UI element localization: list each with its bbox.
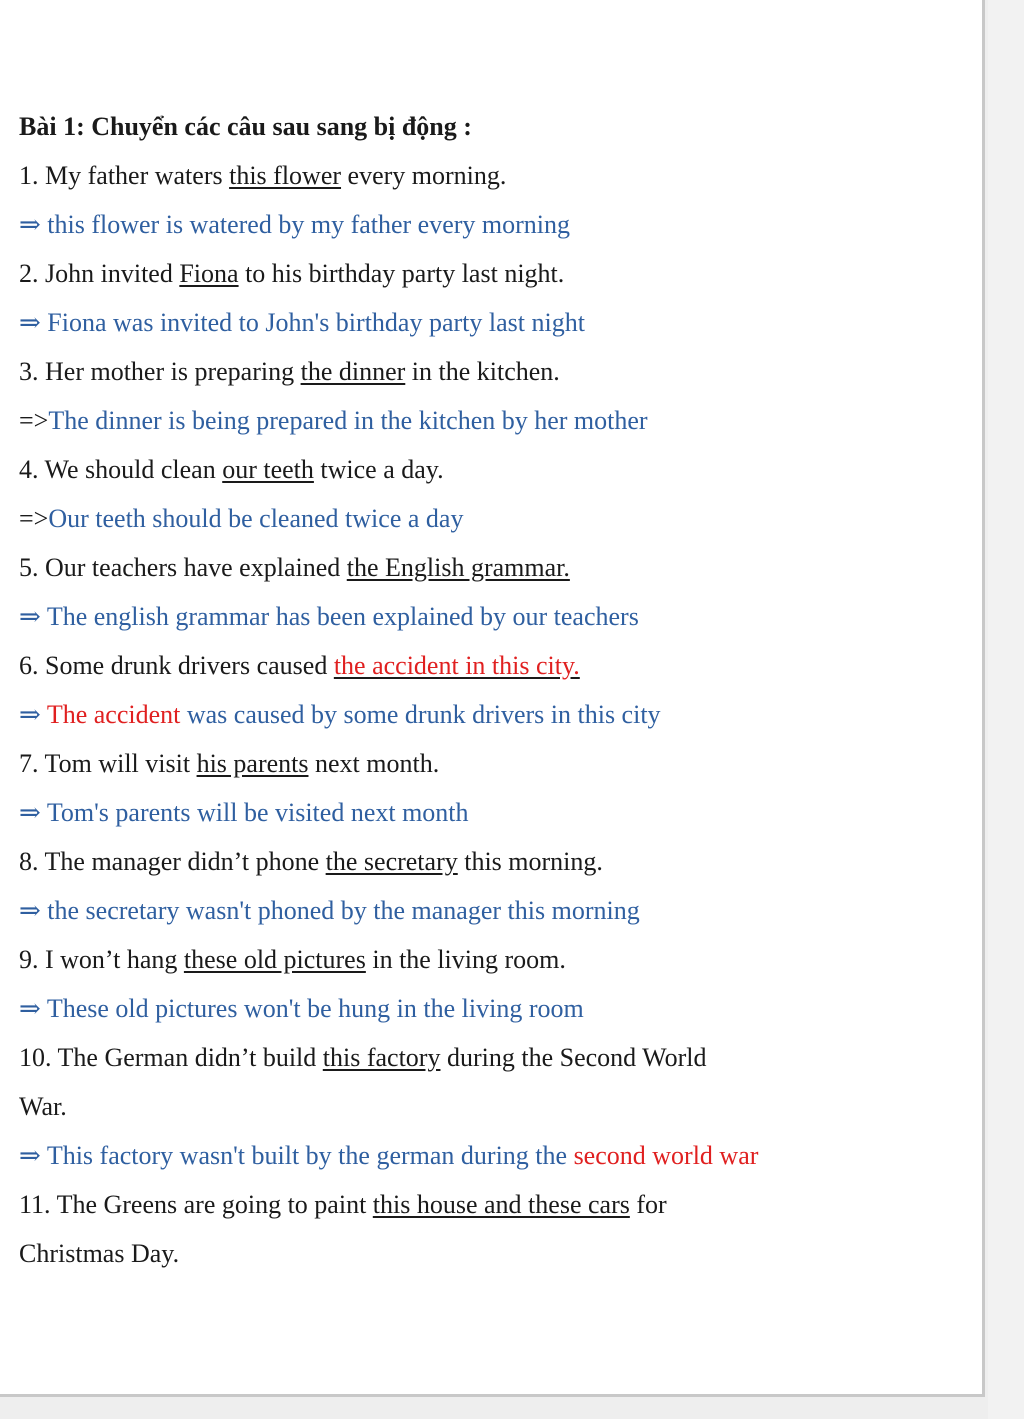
answer-9 [19,989,959,1038]
question-text: in the living room. [365,945,566,974]
answer-text: was caused by some drunk drivers in this city [180,700,661,729]
question-text: 8. The manager didn’t phone [19,847,326,876]
answer-10 [19,1136,959,1185]
question-text: 1. My father waters [19,161,230,190]
answer-8 [19,891,959,940]
arrow-icon: ⇒ [19,896,48,925]
underlined-object: the English grammar. [346,553,570,582]
answer-highlight: second world war [573,1141,759,1170]
arrow-icon: ⇒ [19,210,48,239]
question-text: 9. I won’t hang [19,945,184,974]
underlined-object: this house and these cars [372,1190,630,1219]
answer-1 [19,205,959,254]
question-5 [19,548,959,597]
question-text: every morning. [341,161,507,190]
answer-highlight: The accident [46,700,181,729]
underlined-object: this factory [322,1043,441,1072]
question-11-continued: Christmas Day. [19,1239,180,1268]
question-text: 11. The Greens are going to paint [19,1190,373,1219]
underlined-object: our teeth [222,455,314,484]
question-4 [19,450,959,499]
question-text: 3. Her mother is preparing [19,357,301,386]
question-text: for [629,1190,667,1219]
arrow-icon: ⇒ [19,798,47,827]
answer-7 [19,793,959,842]
question-10-continued: War. [19,1092,67,1121]
answer-text: The english grammar has been explained by our teachers [46,602,639,631]
underlined-object: this flower [229,161,342,190]
answer-text: Fiona was invited to John's birthday party last night [47,308,585,337]
question-text: 4. We should clean [19,455,223,484]
answer-text: this flower is watered by my father every morning [47,210,571,239]
arrow-icon: ⇒ [19,700,47,729]
answer-4 [19,499,959,548]
arrow-icon: => [19,504,49,533]
question-text: 7. Tom will visit [19,749,197,778]
question-10 [19,1038,959,1087]
underlined-object: these old pictures [183,945,366,974]
question-9 [19,940,959,989]
question-text: next month. [308,749,440,778]
question-8 [19,842,959,891]
underlined-object: the secretary [325,847,458,876]
document-content [19,107,959,1283]
arrow-icon: ⇒ [19,308,48,337]
answer-text: the secretary wasn't phoned by the manager this morning [47,896,640,925]
question-7 [19,744,959,793]
underlined-object: his parents [196,749,309,778]
question-text: 2. John invited [19,259,180,288]
answer-3 [19,401,959,450]
question-text: to his birthday party last night. [238,259,565,288]
question-2 [19,254,959,303]
answer-text: Our teeth should be cleaned twice a day [48,504,464,533]
underlined-object: the accident in this city. [333,651,580,680]
answer-text: The dinner is being prepared in the kitchen by her mother [48,406,648,435]
underlined-object: the dinner [300,357,406,386]
answer-6 [19,695,959,744]
exercise-title: Bài 1: Chuyển các câu sau sang bị động : [19,112,472,141]
arrow-icon: ⇒ [19,602,47,631]
answer-text: This factory wasn't built by the german during the [46,1141,574,1170]
question-text: 10. The German didn’t build [19,1043,323,1072]
question-text: this morning. [457,847,603,876]
question-text: during the Second World [440,1043,707,1072]
question-6 [19,646,959,695]
question-text: twice a day. [313,455,444,484]
arrow-icon: => [19,406,49,435]
viewer-margin [988,0,1024,1419]
arrow-icon: ⇒ [19,1141,47,1170]
question-3 [19,352,959,401]
question-text: 6. Some drunk drivers caused [19,651,334,680]
answer-5 [19,597,959,646]
question-1 [19,156,959,205]
question-11 [19,1185,959,1234]
arrow-icon: ⇒ [19,994,47,1023]
question-text: in the kitchen. [405,357,560,386]
answer-text: These old pictures won't be hung in the living room [46,994,584,1023]
underlined-object: Fiona [179,259,239,288]
question-text: 5. Our teachers have explained [19,553,347,582]
answer-text: Tom's parents will be visited next month [46,798,469,827]
answer-2 [19,303,959,352]
